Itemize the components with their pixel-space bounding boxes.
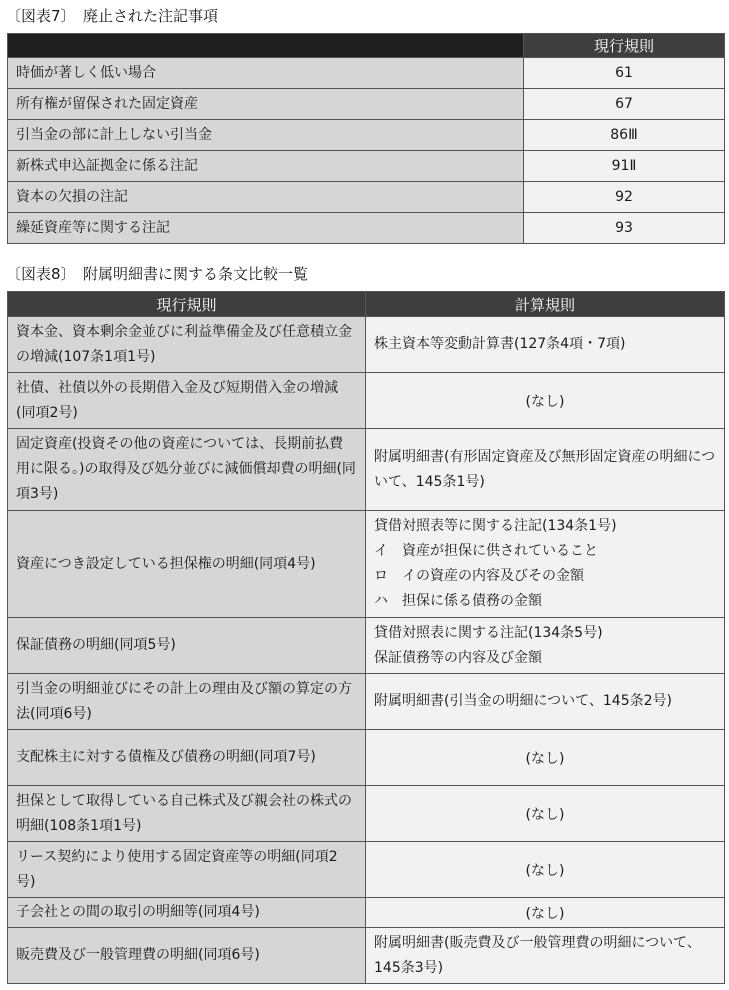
figure8-current: 販売費及び一般管理費の明細(同項6号) <box>8 928 366 984</box>
figure8-header-current: 現行規則 <box>8 292 366 317</box>
figure7-item: 繰延資産等に関する注記 <box>8 213 524 244</box>
figure7-item: 時価が著しく低い場合 <box>8 58 524 89</box>
figure7-rule: 93 <box>524 213 725 244</box>
calc-line: (なし) <box>525 393 565 410</box>
table-row <box>8 928 725 984</box>
figure8-current: 支配株主に対する債権及び債務の明細(同項7号) <box>8 730 366 786</box>
figure7-rule: 86Ⅲ <box>524 120 725 151</box>
calc-line: ロ イの資産の内容及びその金額 <box>374 568 584 584</box>
figure8-table <box>7 291 725 984</box>
table-row <box>8 151 725 182</box>
figure7-header-row <box>8 34 725 58</box>
table-row <box>8 511 725 618</box>
figure8-current: 社債、社債以外の長期借入金及び短期借入金の増減(同項2号) <box>8 373 366 429</box>
figure8-current: 子会社との間の取引の明細等(同項4号) <box>8 898 366 928</box>
figure8-calc <box>366 317 725 373</box>
figure8-calc <box>366 730 725 786</box>
figure7-header-current: 現行規則 <box>524 34 725 58</box>
figure8-calc <box>366 842 725 898</box>
figure7-rule: 91Ⅱ <box>524 151 725 182</box>
figure7-item: 資本の欠損の注記 <box>8 182 524 213</box>
figure8-header-calc: 計算規則 <box>366 292 725 317</box>
figure8-header-row <box>8 292 725 317</box>
figure7-item: 所有権が留保された固定資産 <box>8 89 524 120</box>
calc-line: 貸借対照表に関する注記(134条5号) <box>374 624 603 641</box>
figure8-calc <box>366 373 725 429</box>
figure8-calc <box>366 618 725 674</box>
figure8-calc <box>366 928 725 984</box>
figure8-current: リース契約により使用する固定資産等の明細(同項2号) <box>8 842 366 898</box>
calc-line: (なし) <box>525 905 565 922</box>
calc-line: 附属明細書(引当金の明細について、145条2号) <box>374 693 672 709</box>
figure7-table <box>7 33 725 244</box>
calc-line: (なし) <box>525 862 565 879</box>
figure8-calc <box>366 674 725 730</box>
figure8-calc <box>366 898 725 928</box>
calc-line: イ 資産が担保に供されていること <box>374 543 598 559</box>
figure7-rule: 67 <box>524 89 725 120</box>
table-row <box>8 317 725 373</box>
table-row <box>8 618 725 674</box>
table-row <box>8 786 725 842</box>
calc-line: 附属明細書(販売費及び一般管理費の明細について、145条3号) <box>374 934 701 976</box>
calc-line: 貸借対照表等に関する注記(134条1号) <box>374 518 617 534</box>
table-row <box>8 58 725 89</box>
figure8-current: 引当金の明細並びにその計上の理由及び額の算定の方法(同項6号) <box>8 674 366 730</box>
figure7-item: 新株式申込証拠金に係る注記 <box>8 151 524 182</box>
figure8-current: 資本金、資本剰余金並びに利益準備金及び任意積立金の増減(107条1項1号) <box>8 317 366 373</box>
table-row <box>8 429 725 511</box>
table-row <box>8 898 725 928</box>
table-row <box>8 120 725 151</box>
figure7-caption: 〔図表7〕 廃止された注記事項 <box>6 7 219 25</box>
table-row <box>8 674 725 730</box>
figure8-caption: 〔図表8〕 附属明細書に関する条文比較一覧 <box>6 265 309 283</box>
table-row <box>8 213 725 244</box>
figure7-header-blank <box>8 34 524 58</box>
calc-line: (なし) <box>525 806 565 823</box>
table-row <box>8 842 725 898</box>
table-row <box>8 730 725 786</box>
figure7-rule: 61 <box>524 58 725 89</box>
figure7-item: 引当金の部に計上しない引当金 <box>8 120 524 151</box>
figure8-current: 担保として取得している自己株式及び親会社の株式の明細(108条1項1号) <box>8 786 366 842</box>
figure8-current: 固定資産(投資その他の資産については、長期前払費用に限る。)の取得及び処分並びに減価償却費の明細(同項3号) <box>8 429 366 511</box>
figure8-calc <box>366 511 725 618</box>
calc-line: ハ 担保に係る債務の金額 <box>374 593 542 609</box>
figure7-rule: 92 <box>524 182 725 213</box>
calc-line: 保証債務等の内容及び金額 <box>374 649 542 666</box>
figure8-calc <box>366 786 725 842</box>
table-row <box>8 182 725 213</box>
figure8-current: 保証債務の明細(同項5号) <box>8 618 366 674</box>
calc-line: 附属明細書(有形固定資産及び無形固定資産の明細について、145条1号) <box>374 448 716 490</box>
figure8-calc <box>366 429 725 511</box>
figure8-current: 資産につき設定している担保権の明細(同項4号) <box>8 511 366 618</box>
calc-line: 株主資本等変動計算書(127条4項・7項) <box>374 336 626 352</box>
table-row <box>8 373 725 429</box>
table-row <box>8 89 725 120</box>
calc-line: (なし) <box>525 750 565 767</box>
